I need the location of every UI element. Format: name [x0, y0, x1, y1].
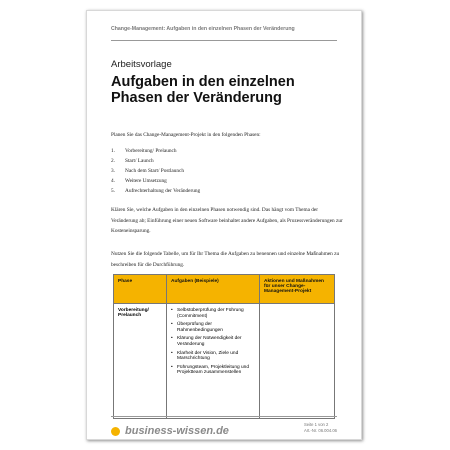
body-paragraph-2: Nutzen Sie die folgende Tabelle, um für Ihr Thema die Aufgaben zu benennen und einzelne Maßnahmen zu beschreiben für die Durchführung. [111, 251, 340, 268]
list-item: 3. Nach dem Start/ Postlaunch [111, 168, 184, 174]
table-row [114, 304, 335, 419]
bullet-icon: • [171, 336, 173, 342]
brand-logo [111, 425, 229, 437]
bullet-icon: • [171, 322, 173, 328]
list-item: • Klarheit der Vision, Ziele und Marschrichtung [171, 350, 239, 362]
title-line-2: Phasen der Veränderung [111, 90, 282, 106]
header-divider [111, 40, 337, 41]
list-item: • Führungsteam, Projektleitung und Projektteam zusammenstellen [171, 364, 249, 376]
bullet-icon: • [171, 350, 173, 356]
column-header-tasks: Aufgaben (Beispiele) [167, 275, 260, 304]
column-header-phase: Phase [114, 275, 167, 304]
actions-cell[interactable] [260, 304, 335, 419]
phase-list [111, 146, 200, 196]
list-item: • Selbstüberprüfung der Führung (Commitment) [171, 308, 244, 319]
page-info [304, 422, 337, 434]
list-item: • Überprüfung der Rahmenbedingungen [171, 322, 223, 333]
logo-text: business-wissen.de [125, 425, 229, 437]
running-header: Change-Management: Aufgaben in den einzelnen Phasen der Veränderung [111, 26, 295, 32]
intro-paragraph: Planen Sie das Change-Management-Projekt in den folgenden Phasen: [111, 132, 261, 138]
phase-task-table [113, 274, 335, 419]
body-paragraph-1: Klären Sie, welche Aufgaben in den einzelnen Phasen notwendig sind. Das hängt vom Thema der Veränderung ab; Einführung einer neuen Software beinhaltet andere Aufgaben, als Prozessveränderungen zur Kosteneinsparung. [111, 207, 343, 234]
tasks-cell [167, 304, 260, 419]
task-list [171, 308, 255, 376]
bullet-icon: • [171, 308, 173, 313]
document-page [86, 10, 362, 440]
title-line-1: Aufgaben in den einzelnen [111, 74, 295, 90]
phase-cell: Vorbereitung/ Prelaunch [114, 304, 167, 419]
column-header-actions: Aktionen und Maßnahmen für unser Change-Management-Projekt [260, 275, 335, 304]
article-number: Art.-Nr. 06.004.06 [303, 428, 337, 433]
logo-dot-icon [111, 427, 120, 436]
document-title [111, 74, 351, 106]
table-header-row [114, 275, 335, 304]
document-type-label: Arbeitsvorlage [111, 59, 172, 70]
page-number: Seite 1 von 2 [303, 422, 329, 427]
footer-divider [111, 416, 337, 417]
list-item: • Klärung der Notwendigkeit der Veränderung [171, 336, 242, 347]
list-item: 4. Weitere Umsetzung [111, 178, 167, 184]
list-item: 5. Aufrechterhaltung der Veränderung [111, 188, 201, 194]
bullet-icon: • [171, 364, 173, 370]
list-item: 2. Start/ Launch [111, 158, 154, 164]
list-item: 1. Vorbereitung/ Prelaunch [111, 148, 177, 154]
